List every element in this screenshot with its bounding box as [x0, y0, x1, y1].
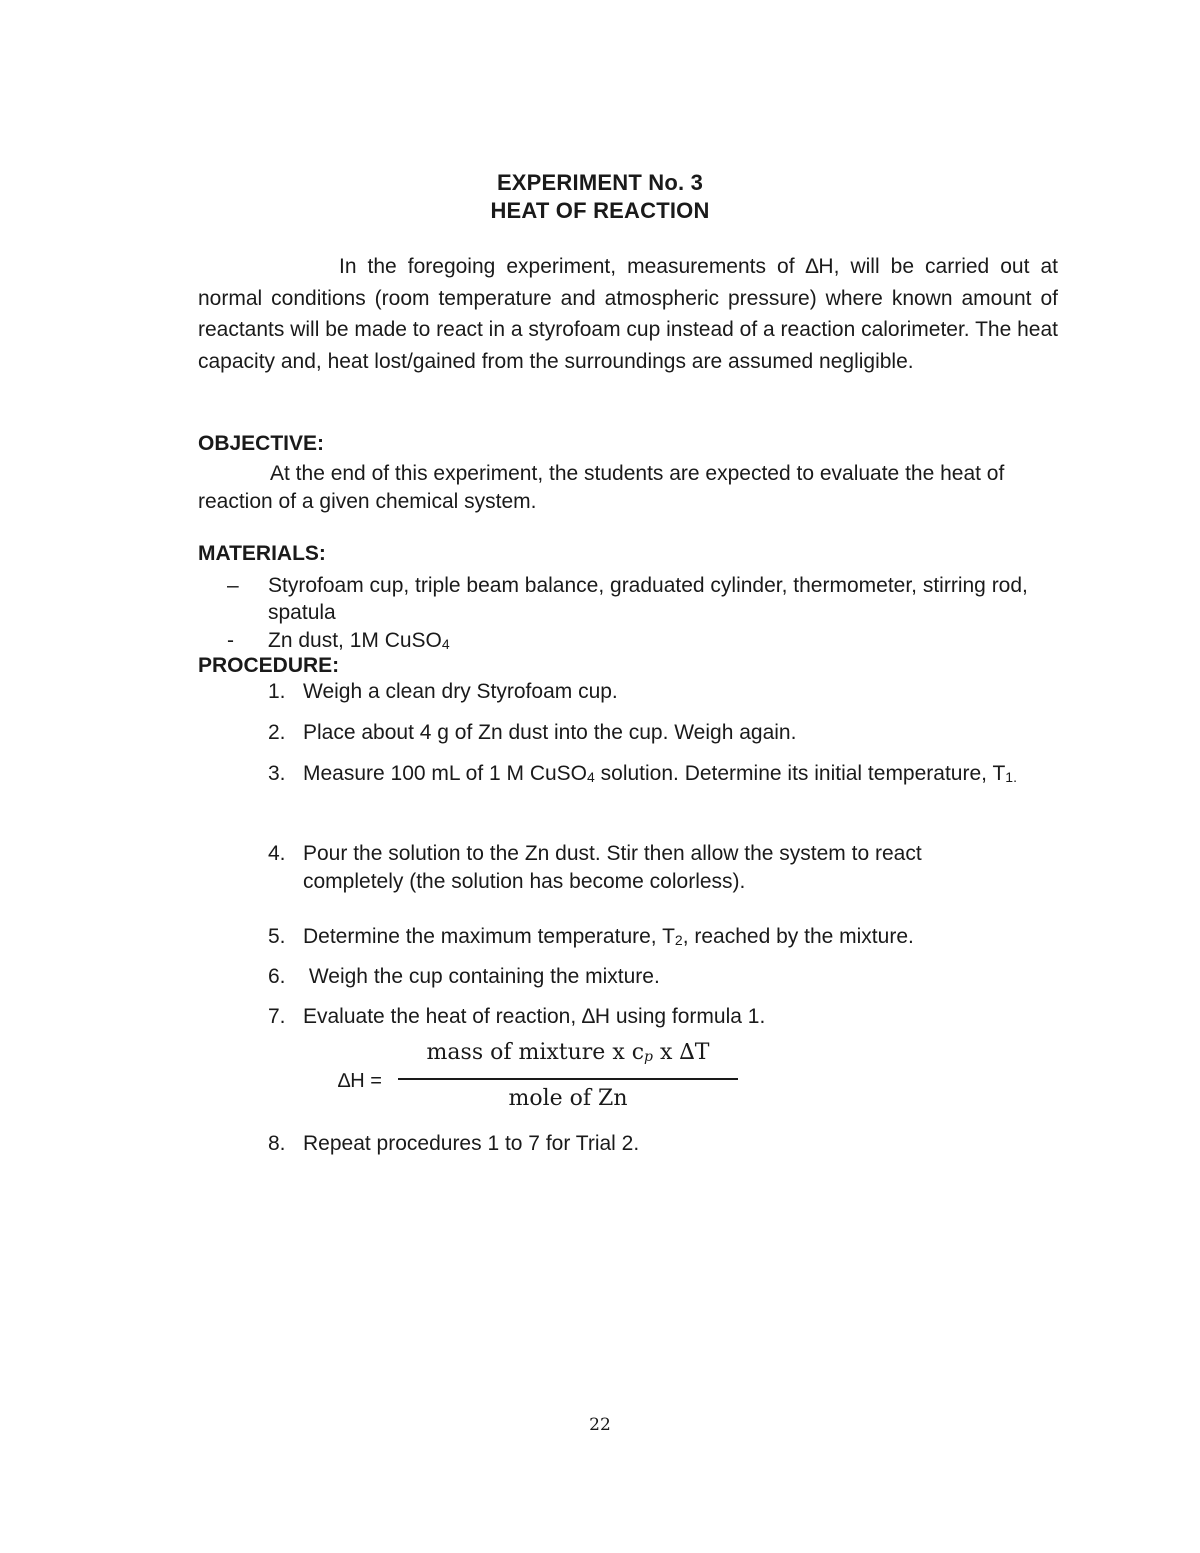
materials-heading: MATERIALS: [198, 542, 326, 565]
materials-item-text: Styrofoam cup, triple beam balance, graduated cylinder, thermometer, stirring rod, spatula [268, 574, 1028, 624]
experiment-subtitle: HEAT OF REACTION [490, 198, 710, 223]
procedure-heading: PROCEDURE: [198, 654, 340, 677]
objective-text: At the end of this experiment, the students are expected to evaluate the heat of reaction of a given chemical system. [198, 462, 1005, 513]
materials-item-text: Zn dust, 1M CuSO$_4$ [268, 629, 450, 652]
intro-text: In the foregoing experiment, measurements of ∆H, will be carried out at normal conditions (room temperature and atmospheric pressure) where known amount of reactants will be made to react in a styrofoam cup instead of a reaction calorimeter. The heat capacity and, heat lost/gained from the surroundings are assumed negligible. [198, 255, 1058, 373]
step-text: Evaluate the heat of reaction, ∆H using formula 1. [303, 1005, 766, 1028]
step-number: 4. [268, 842, 286, 865]
bullet-dash: – [227, 574, 239, 597]
step-text: Weigh a clean dry Styrofoam cup. [303, 680, 618, 703]
formula-numerator: mass of mixture x $c_p$ x ∆T [426, 1040, 710, 1065]
formula-denominator: mole of Zn [508, 1086, 628, 1111]
step-text: Pour the solution to the Zn dust. Stir then allow the system to react completely (the solution has become colorless). [303, 842, 922, 893]
step-text: Weigh the cup containing the mixture. [303, 965, 660, 988]
objective-heading: OBJECTIVE: [198, 432, 325, 455]
formula-lhs: ∆H = [338, 1070, 382, 1092]
step-number: 3. [268, 762, 286, 785]
intro-paragraph [198, 251, 1058, 377]
bullet-dash: - [227, 629, 234, 652]
step-number: 7. [268, 1005, 286, 1028]
step-text: Measure 100 mL of 1 M CuSO$_4$ solution. Determine its initial temperature, $T_{1.}$ [303, 762, 1017, 785]
objective-paragraph [198, 460, 1058, 516]
experiment-title: EXPERIMENT No. 3 [496, 170, 704, 195]
step-number: 5. [268, 925, 286, 948]
step-text: Repeat procedures 1 to 7 for Trial 2. [303, 1132, 640, 1155]
step-number: 1. [268, 680, 286, 703]
page-number: 22 [589, 1415, 611, 1435]
step-number: 2. [268, 721, 286, 744]
step-text: Determine the maximum temperature, $T_2$, reached by the mixture. [303, 925, 914, 948]
heat-of-reaction-formula [338, 1040, 758, 1120]
fraction-bar [398, 1078, 738, 1080]
step-text: Place about 4 g of Zn dust into the cup. Weigh again. [303, 721, 797, 744]
step-number: 8. [268, 1132, 286, 1155]
step-number: 6. [268, 965, 286, 988]
